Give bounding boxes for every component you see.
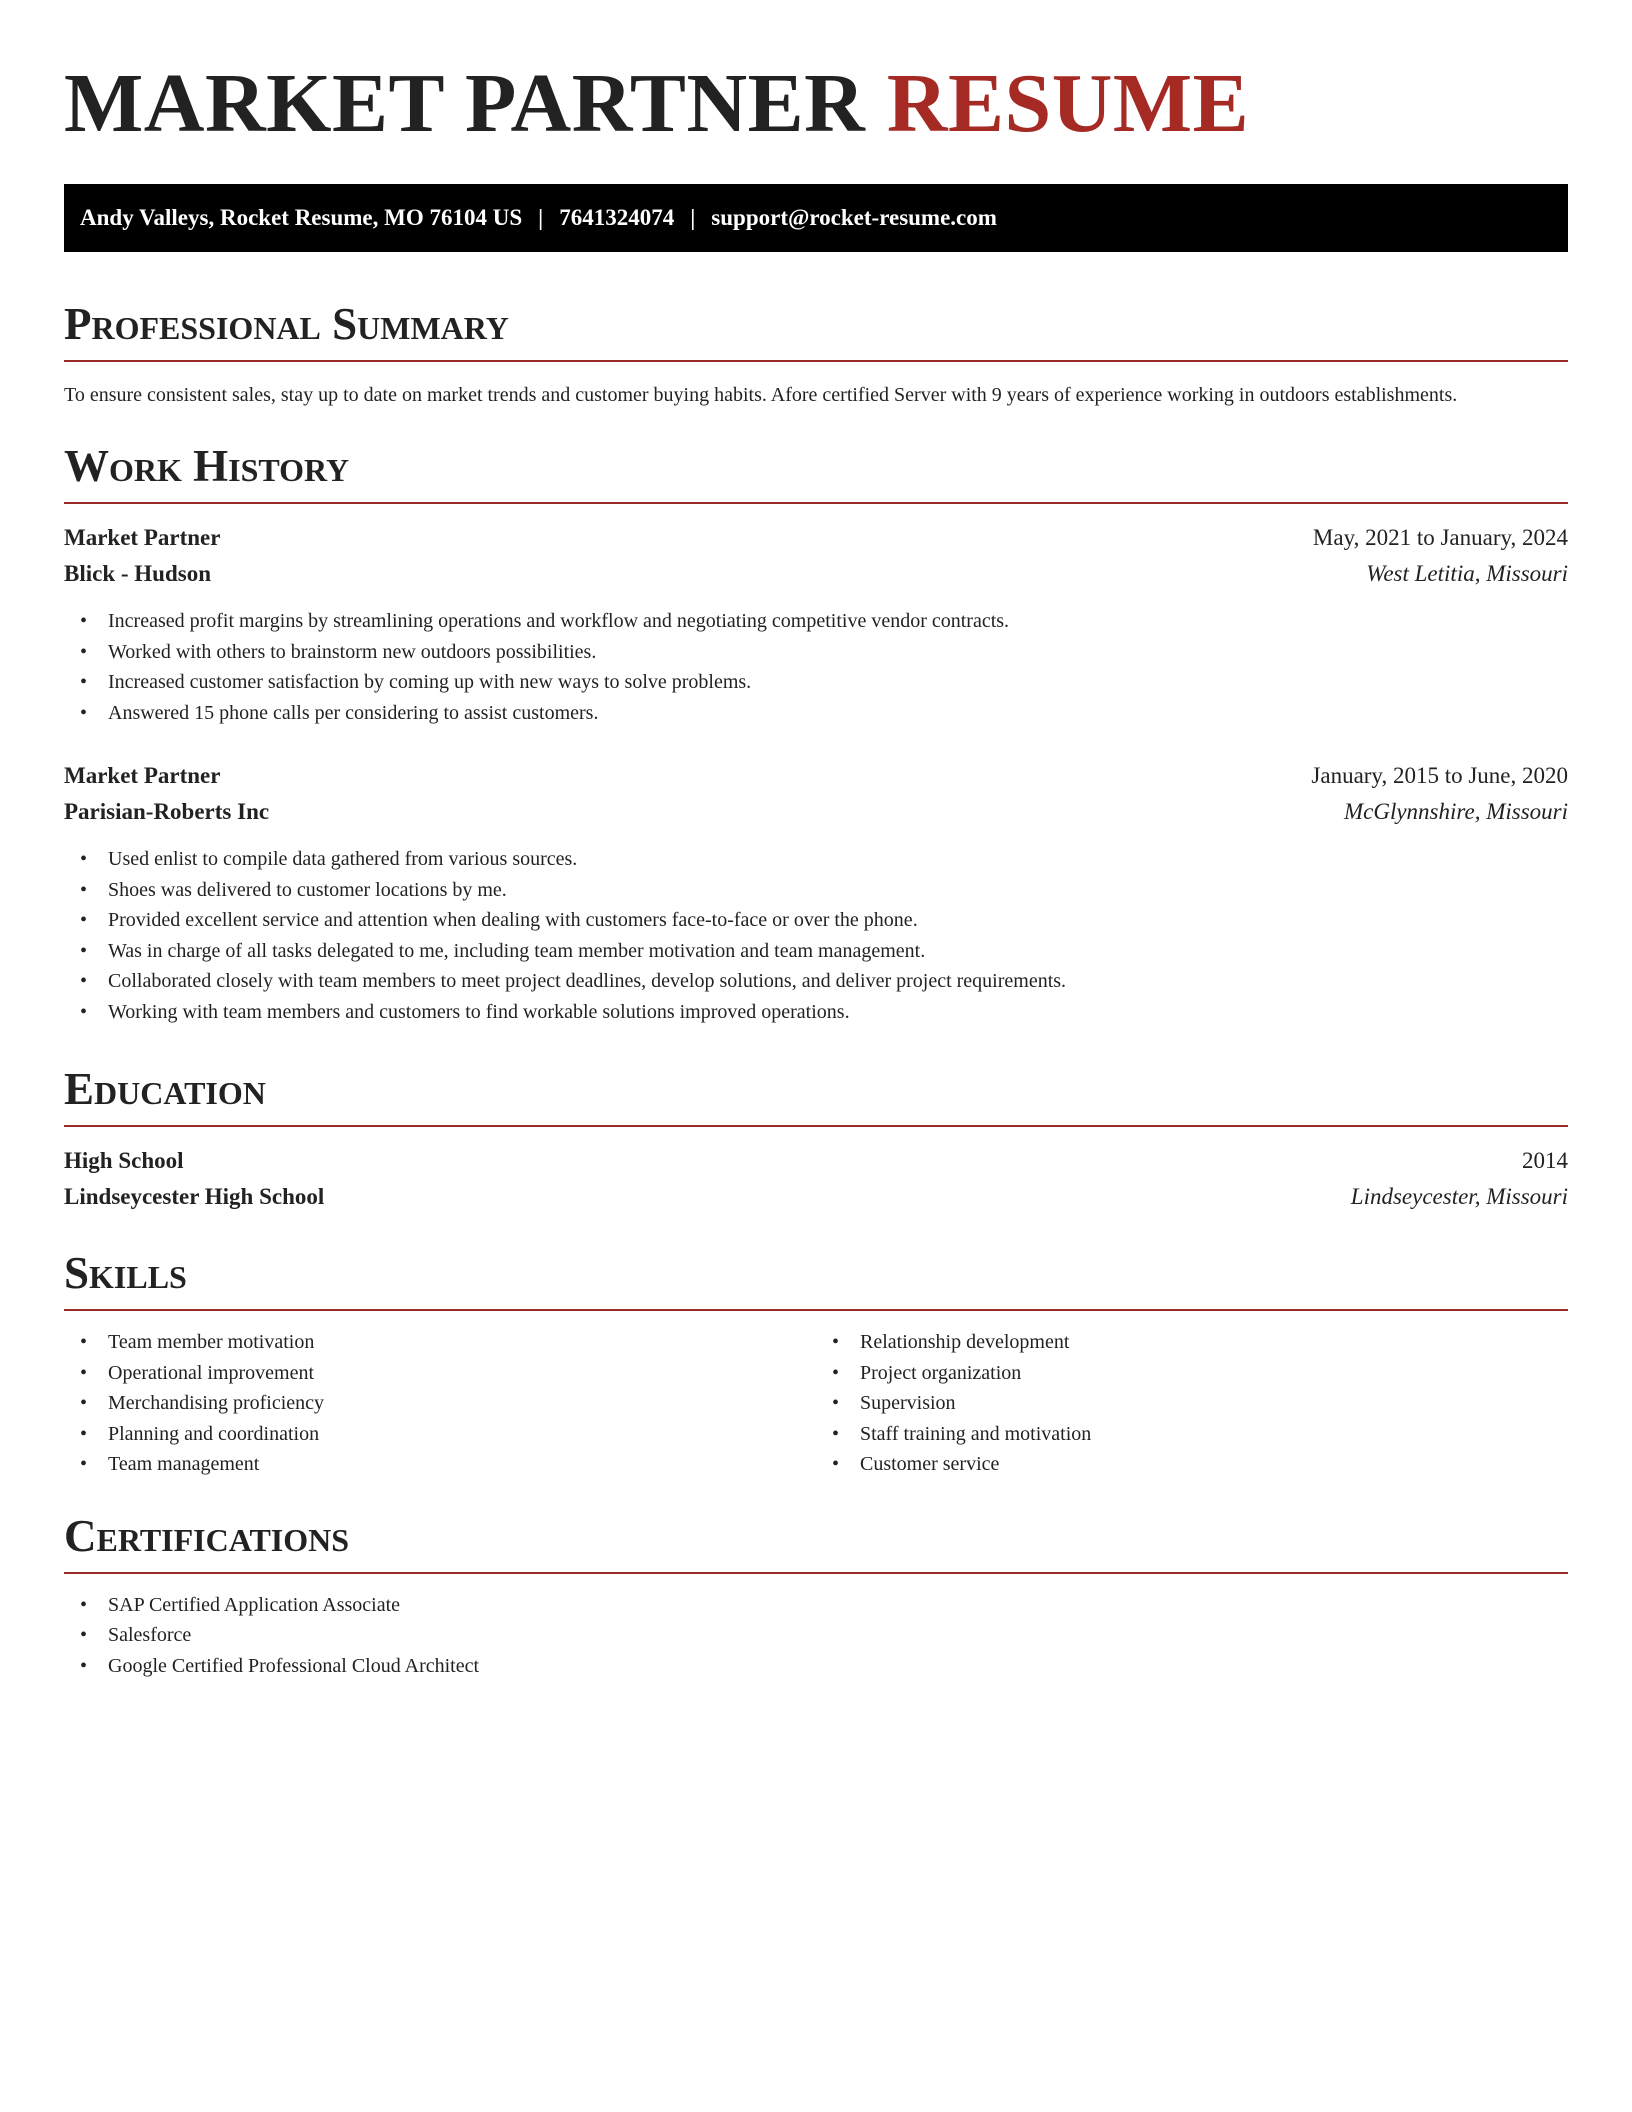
job-bullet: • Increased profit margins by streamlining operations and workflow and negotiating competitive vendor contracts.	[64, 606, 1568, 637]
job-company: Blick - Hudson	[64, 561, 211, 586]
work-history-heading: Work History	[64, 441, 350, 491]
certification-item: • SAP Certified Application Associate	[64, 1590, 1568, 1621]
summary-section	[64, 296, 1568, 410]
certifications-section	[64, 1508, 1568, 1682]
skills-section	[64, 1245, 1568, 1480]
certification-item: • Google Certified Professional Cloud Architect	[64, 1651, 1568, 1682]
skill-item: • Team management	[64, 1449, 816, 1480]
job-bullet: • Answered 15 phone calls per considering to assist customers.	[64, 698, 1568, 729]
job-bullet: • Shoes was delivered to customer locations by me.	[64, 875, 1568, 906]
job-bullet: • Working with team members and customers to find workable solutions improved operations.	[64, 997, 1568, 1028]
section-divider	[64, 502, 1568, 504]
skill-item: • Customer service	[816, 1449, 1568, 1480]
skill-item: • Team member motivation	[64, 1327, 816, 1358]
job-bullet: • Used enlist to compile data gathered from various sources.	[64, 844, 1568, 875]
education-heading: Education	[64, 1064, 266, 1114]
contact-separator: |	[538, 205, 544, 230]
skills-heading: Skills	[64, 1248, 187, 1298]
title-main: MARKET PARTNER	[64, 57, 866, 150]
skill-item: • Project organization	[816, 1358, 1568, 1389]
job-bullet: • Worked with others to brainstorm new outdoors possibilities.	[64, 637, 1568, 668]
job-location: McGlynnshire, Missouri	[1343, 799, 1568, 824]
job-bullet: • Provided excellent service and attention when dealing with customers face-to-face or over the phone.	[64, 905, 1568, 936]
certifications-heading: Certifications	[64, 1510, 350, 1561]
section-divider	[64, 1125, 1568, 1127]
skill-item: • Supervision	[816, 1388, 1568, 1419]
section-divider	[64, 1309, 1568, 1311]
education-school: Lindseycester High School	[64, 1184, 325, 1209]
job-dates: January, 2015 to June, 2020	[1311, 763, 1568, 788]
certification-item: • Salesforce	[64, 1620, 1568, 1651]
contact-email: support@rocket-resume.com	[711, 205, 997, 230]
title-accent: RESUME	[886, 57, 1250, 150]
skill-item: • Planning and coordination	[64, 1419, 816, 1450]
job-title: Market Partner	[64, 525, 221, 550]
contact-phone: 7641324074	[559, 205, 675, 230]
summary-text: To ensure consistent sales, stay up to date on market trends and customer buying habits. Afore certified Server with 9 years of experience working in outdoors establishments.	[64, 384, 1458, 406]
education-section	[64, 1061, 1568, 1215]
skills-list-left	[64, 1327, 816, 1480]
job-location: West Letitia, Missouri	[1366, 561, 1568, 586]
work-history-section	[64, 438, 1568, 1027]
job-entry	[64, 520, 1568, 728]
contact-address: Andy Valleys, Rocket Resume, MO 76104 US	[80, 205, 523, 230]
contact-bar	[64, 184, 1568, 252]
job-bullet-list	[64, 844, 1568, 1027]
skills-list-right	[816, 1327, 1568, 1480]
section-divider	[64, 360, 1568, 362]
section-divider	[64, 1572, 1568, 1574]
job-bullet: • Was in charge of all tasks delegated to me, including team member motivation and team management.	[64, 936, 1568, 967]
education-location: Lindseycester, Missouri	[1350, 1184, 1568, 1209]
skill-item: • Staff training and motivation	[816, 1419, 1568, 1450]
summary-heading: Professional Summary	[64, 299, 509, 349]
job-bullet: • Increased customer satisfaction by coming up with new ways to solve problems.	[64, 667, 1568, 698]
skill-item: • Merchandising proficiency	[64, 1388, 816, 1419]
job-bullet: • Collaborated closely with team members to meet project deadlines, develop solutions, and deliver project requirements.	[64, 966, 1568, 997]
resume-title	[64, 0, 1568, 154]
contact-separator: |	[690, 205, 696, 230]
job-title: Market Partner	[64, 763, 221, 788]
skill-item: • Operational improvement	[64, 1358, 816, 1389]
certifications-list	[64, 1590, 1568, 1682]
job-bullet-list	[64, 606, 1568, 728]
education-degree: High School	[64, 1148, 184, 1173]
skill-item: • Relationship development	[816, 1327, 1568, 1358]
education-year: 2014	[1522, 1148, 1568, 1173]
education-entry	[64, 1143, 1568, 1215]
job-company: Parisian-Roberts Inc	[64, 799, 270, 824]
skills-grid	[64, 1327, 1568, 1480]
job-dates: May, 2021 to January, 2024	[1312, 525, 1568, 550]
job-entry	[64, 758, 1568, 1027]
